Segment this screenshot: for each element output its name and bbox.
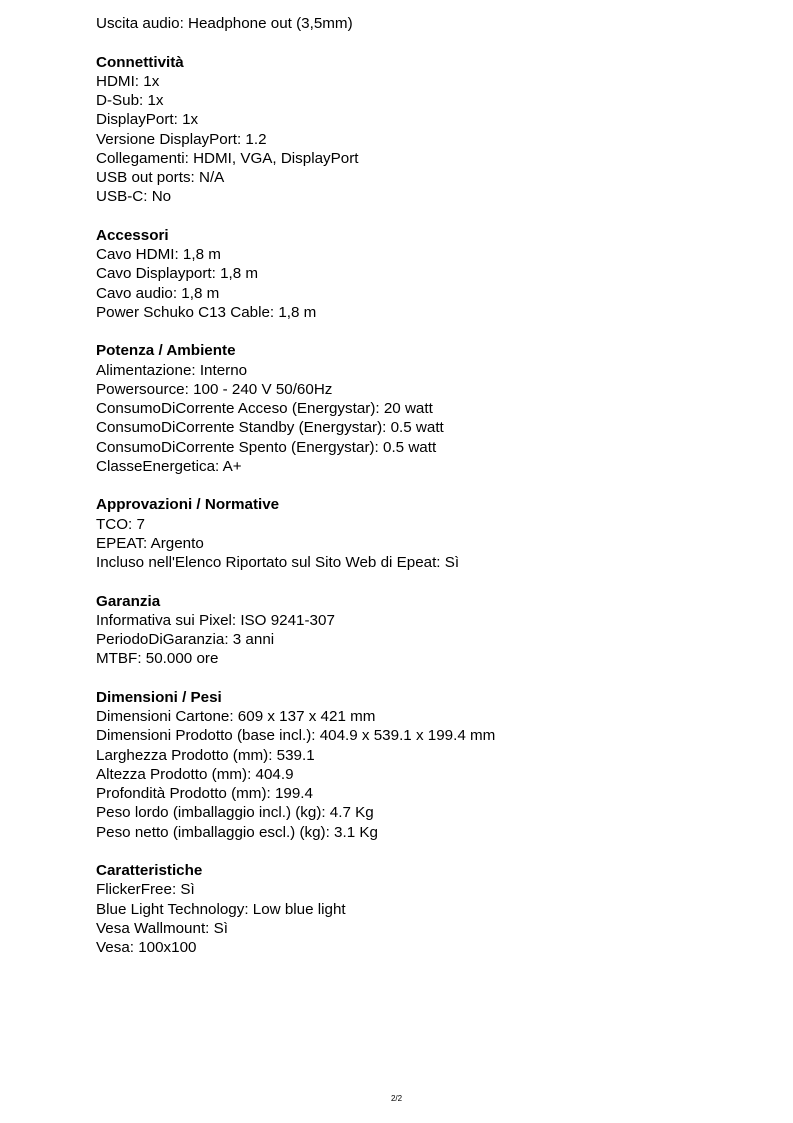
spec-item: USB out ports: N/A (96, 169, 225, 186)
section-spacer (96, 322, 756, 341)
section-spacer (96, 572, 756, 591)
spec-item: Incluso nell'Elenco Riportato sul Sito Web di Epeat: Sì (96, 554, 460, 571)
spec-item: Larghezza Prodotto (mm): 539.1 (96, 746, 315, 764)
spec-item: Cavo audio: 1,8 m (96, 284, 220, 302)
section-spacer (96, 33, 756, 52)
section-spacer (96, 669, 756, 688)
spec-item: Uscita audio: Headphone out (3,5mm) (96, 15, 353, 32)
spec-item: Dimensioni Cartone: 609 x 137 x 421 mm (96, 708, 376, 725)
section-heading: Approvazioni / Normative (96, 496, 280, 514)
section-heading: Accessori (96, 226, 169, 244)
section-heading: Garanzia (96, 592, 161, 610)
spec-item: PeriodoDiGaranzia: 3 anni (96, 631, 275, 648)
spec-item: Vesa Wallmount: Sì (96, 919, 228, 937)
spec-item: EPEAT: Argento (96, 534, 204, 552)
spec-item: TCO: 7 (96, 515, 145, 533)
page-number: 2/2 (390, 1094, 403, 1103)
spec-item: USB-C: No (96, 188, 172, 206)
spec-item: DisplayPort: 1x (96, 111, 199, 129)
section-spacer (96, 842, 756, 861)
spec-sheet-body (96, 14, 756, 957)
spec-item: Altezza Prodotto (mm): 404.9 (96, 765, 294, 783)
spec-item: Blue Light Technology: Low blue light (96, 900, 346, 918)
spec-item: Informativa sui Pixel: ISO 9241-307 (96, 611, 335, 629)
spec-item: Alimentazione: Interno (96, 361, 248, 379)
spec-item: D-Sub: 1x (96, 92, 164, 109)
section-heading: Dimensioni / Pesi (96, 688, 222, 706)
spec-item: ConsumoDiCorrente Acceso (Energystar): 20 watt (96, 400, 433, 417)
spec-item: Cavo HDMI: 1,8 m (96, 246, 221, 263)
section-heading: Connettività (96, 53, 184, 71)
spec-item: Profondità Prodotto (mm): 199.4 (96, 785, 313, 802)
section-spacer (96, 207, 756, 226)
spec-item: Peso netto (imballaggio escl.) (kg): 3.1 Kg (96, 823, 378, 841)
spec-item: Dimensioni Prodotto (base incl.): 404.9 x 539.1 x 199.4 mm (96, 727, 496, 745)
section-heading: Caratteristiche (96, 862, 203, 879)
section-spacer (96, 476, 756, 495)
spec-item: ClasseEnergetica: A+ (96, 457, 242, 475)
spec-item: ConsumoDiCorrente Spento (Energystar): 0.5 watt (96, 438, 437, 456)
section-heading: Potenza / Ambiente (96, 342, 236, 360)
spec-item: Power Schuko C13 Cable: 1,8 m (96, 303, 317, 321)
spec-item: Powersource: 100 - 240 V 50/60Hz (96, 380, 333, 398)
spec-item: Collegamenti: HDMI, VGA, DisplayPort (96, 149, 359, 167)
spec-item: HDMI: 1x (96, 72, 160, 90)
spec-item: Versione DisplayPort: 1.2 (96, 130, 267, 148)
spec-item: MTBF: 50.000 ore (96, 650, 219, 668)
spec-item: Peso lordo (imballaggio incl.) (kg): 4.7 Kg (96, 804, 374, 822)
spec-item: Cavo Displayport: 1,8 m (96, 265, 259, 283)
spec-item: ConsumoDiCorrente Standby (Energystar): 0.5 watt (96, 419, 444, 437)
spec-item: FlickerFree: Sì (96, 881, 195, 899)
spec-item: Vesa: 100x100 (96, 939, 197, 956)
